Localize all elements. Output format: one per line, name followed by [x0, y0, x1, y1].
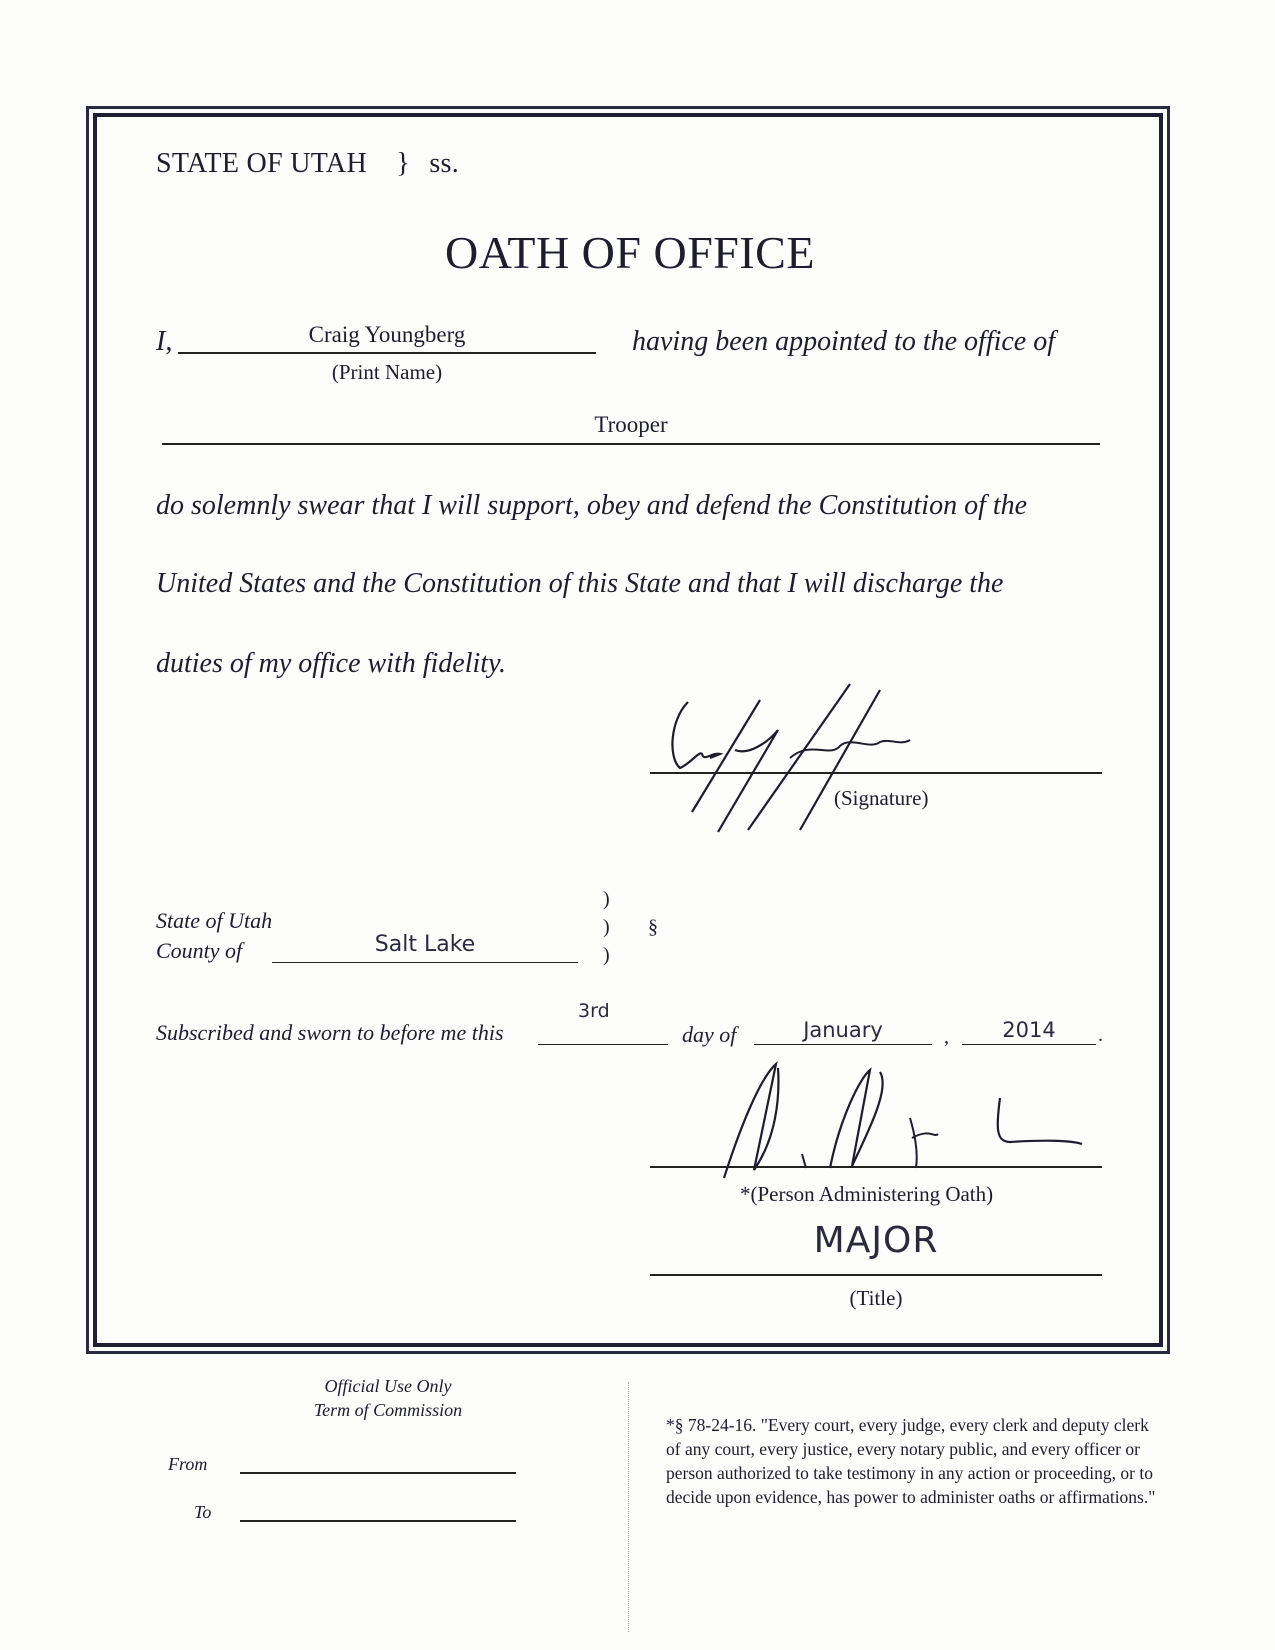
to-line [240, 1520, 516, 1522]
i-label: I, [156, 326, 173, 357]
administrator-caption: *(Person Administering Oath) [740, 1182, 994, 1206]
county-value: Salt Lake [374, 932, 476, 957]
venue-county-label: County of [156, 938, 243, 963]
oath-line-3: duties of my office with fidelity. [156, 648, 506, 679]
ss-label: ss. [429, 148, 460, 179]
oath-taker-signature [640, 680, 940, 840]
administrator-line [650, 1166, 1102, 1168]
day-value: 3rd [578, 1000, 610, 1022]
print-name-caption: (Print Name) [331, 360, 443, 384]
month-line [754, 1044, 932, 1045]
paren-1: ) [603, 888, 610, 910]
venue-state-label: State of Utah [156, 908, 273, 933]
section-symbol: § [648, 916, 658, 938]
oath-line-2: United States and the Constitution of this State and that I will discharge the [156, 568, 1004, 599]
print-name-value: Craig Youngberg [308, 322, 466, 347]
office-value: Trooper [594, 412, 668, 437]
signature-caption: (Signature) [834, 786, 929, 810]
footer-divider [628, 1382, 629, 1632]
month-value: January [803, 1018, 883, 1042]
administrator-signature [720, 1058, 1090, 1188]
from-label: From [168, 1454, 208, 1474]
official-use-label: Official Use Only [324, 1376, 452, 1396]
paren-3: ) [603, 944, 610, 966]
state-name: STATE OF UTAH [156, 148, 367, 179]
statute-text: *§ 78-24-16. "Every court, every judge, every clerk and deputy clerk of any court, every justice, every notary public, and every officer or person authorized to take testimony in any action or proceeding, or to decide upon evidence, has power to administer oaths or affirmations." [666, 1415, 1156, 1507]
state-header [156, 148, 459, 180]
subscribed-text: Subscribed and sworn to before me this [156, 1020, 504, 1045]
term-of-commission-label: Term of Commission [313, 1400, 463, 1420]
signature-line [650, 772, 1102, 774]
month-comma: , [944, 1026, 949, 1048]
title-line [650, 1274, 1102, 1276]
day-line [538, 1044, 668, 1045]
office-line [162, 443, 1100, 445]
oath-line-1: do solemnly swear that I will support, obey and defend the Constitution of the [156, 490, 1028, 521]
year-period: . [1098, 1024, 1103, 1046]
paren-2: ) [603, 916, 610, 938]
brace: } [396, 148, 411, 179]
page-title: OATH OF OFFICE [445, 227, 815, 278]
year-value: 2014 [1002, 1018, 1056, 1042]
from-line [240, 1472, 516, 1474]
title-caption: (Title) [849, 1286, 903, 1310]
appointed-text: having been appointed to the office of [632, 326, 1056, 357]
day-of-label: day of [682, 1022, 737, 1047]
year-line [962, 1044, 1096, 1045]
county-line [272, 962, 578, 963]
to-label: To [194, 1502, 212, 1522]
title-value: MAJOR [813, 1220, 939, 1261]
print-name-line [178, 352, 596, 354]
